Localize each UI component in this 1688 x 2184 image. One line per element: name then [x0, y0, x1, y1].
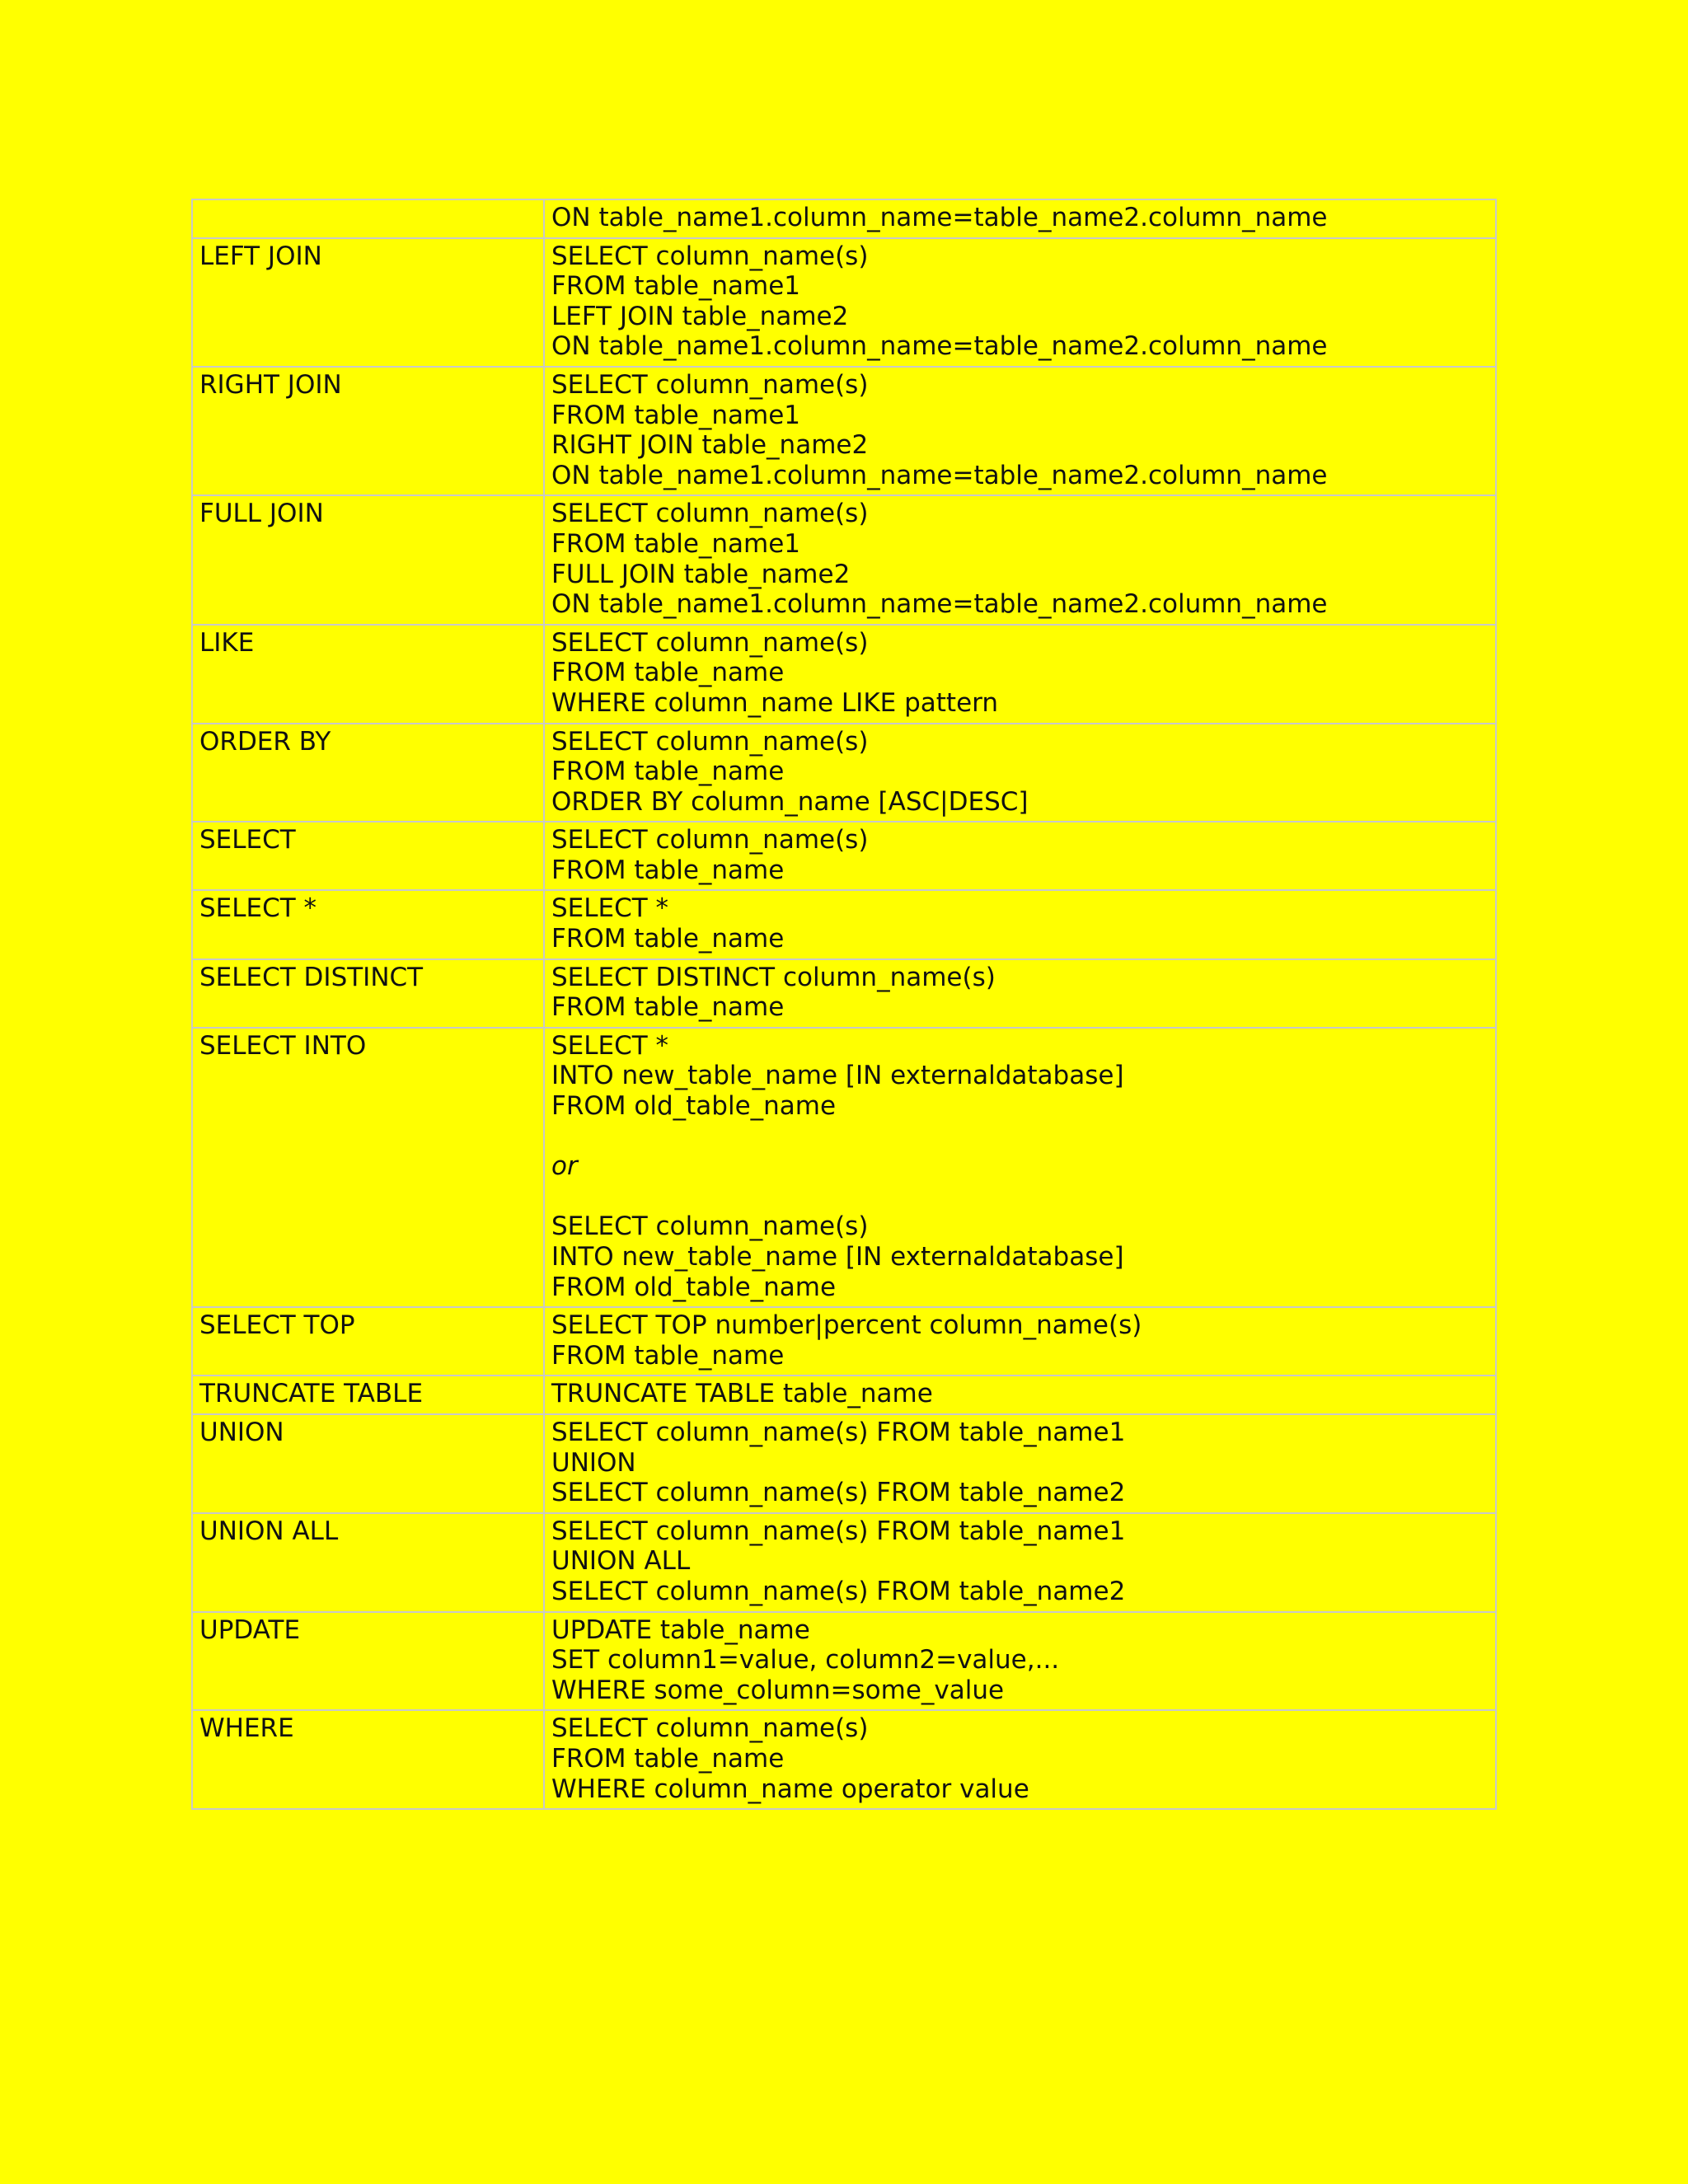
- statement-name-cell: [192, 495, 544, 624]
- statement-name-cell: [192, 367, 544, 495]
- syntax-line: FROM table_name1: [551, 271, 801, 302]
- syntax-line: FROM table_name1: [551, 528, 801, 559]
- syntax-cell: [544, 1612, 1496, 1711]
- syntax-line: ON table_name1.column_name=table_name2.column_name: [551, 203, 1328, 232]
- syntax-or-separator: or: [551, 1151, 578, 1182]
- syntax-line: FROM old_table_name: [551, 1272, 837, 1302]
- syntax-line: SELECT column_name(s): [551, 241, 869, 271]
- statement-name: TRUNCATE TABLE: [199, 1379, 424, 1409]
- statement-name-cell: [192, 1414, 544, 1513]
- syntax-line: SELECT *: [551, 893, 669, 924]
- syntax-line: UNION: [551, 1447, 636, 1478]
- statement-name: LIKE: [199, 627, 255, 658]
- syntax-line: FROM table_name: [551, 658, 785, 688]
- syntax-line: SET column1=value, column2=value,...: [551, 1645, 1060, 1675]
- syntax-line: ON table_name1.column_name=table_name2.column_name: [551, 589, 1328, 620]
- table-row: [192, 625, 1496, 724]
- syntax-line: UNION ALL: [551, 1546, 691, 1577]
- syntax-line: LEFT JOIN table_name2: [551, 301, 849, 331]
- syntax-line: FROM table_name: [551, 1340, 785, 1371]
- statement-name-cell: [192, 199, 544, 238]
- syntax-blank-line: [551, 1122, 1489, 1152]
- table-row: [192, 1028, 1496, 1307]
- sql-syntax-table-body: [192, 199, 1496, 1809]
- syntax-cell: [544, 199, 1496, 238]
- syntax-line: SELECT column_name(s): [551, 369, 869, 400]
- table-row: [192, 822, 1496, 890]
- statement-name: SELECT INTO: [199, 1030, 367, 1061]
- syntax-line: WHERE some_column=some_value: [551, 1675, 1005, 1705]
- table-row: [192, 890, 1496, 958]
- syntax-line: SELECT column_name(s) FROM table_name1: [551, 1516, 1126, 1546]
- syntax-line: INTO new_table_name [IN externaldatabase]: [551, 1061, 1124, 1091]
- syntax-cell: [544, 959, 1496, 1028]
- statement-name-cell: [192, 1376, 544, 1414]
- syntax-line: FULL JOIN table_name2: [551, 559, 851, 589]
- table-row: [192, 1307, 1496, 1376]
- table-row: [192, 1710, 1496, 1809]
- syntax-blank-line: [551, 1182, 1489, 1212]
- syntax-line: FROM table_name: [551, 855, 785, 885]
- statement-name: WHERE: [199, 1713, 294, 1744]
- syntax-line: FROM table_name1: [551, 400, 801, 430]
- statement-name-cell: [192, 1612, 544, 1711]
- statement-name: RIGHT JOIN: [199, 369, 342, 400]
- syntax-cell: [544, 724, 1496, 823]
- syntax-line: SELECT column_name(s): [551, 825, 869, 855]
- statement-name-cell: [192, 959, 544, 1028]
- statement-name: SELECT DISTINCT: [199, 962, 424, 992]
- statement-name-cell: [192, 822, 544, 890]
- statement-name-cell: [192, 1307, 544, 1376]
- statement-name-cell: [192, 238, 544, 367]
- statement-name: LEFT JOIN: [199, 241, 322, 271]
- statement-name-cell: [192, 625, 544, 724]
- syntax-cell: [544, 367, 1496, 495]
- table-row: [192, 1376, 1496, 1414]
- syntax-line: FROM table_name: [551, 757, 785, 787]
- statement-name: FULL JOIN: [199, 499, 324, 529]
- syntax-line: FROM table_name: [551, 1743, 785, 1774]
- statement-name: ORDER BY: [199, 726, 331, 757]
- syntax-line: TRUNCATE TABLE table_name: [551, 1379, 933, 1409]
- syntax-line: ON table_name1.column_name=table_name2.column_name: [551, 460, 1328, 490]
- table-row: [192, 1612, 1496, 1711]
- statement-name-cell: [192, 724, 544, 823]
- syntax-line: SELECT column_name(s) FROM table_name2: [551, 1478, 1126, 1508]
- statement-name: UNION ALL: [199, 1516, 339, 1546]
- table-row: [192, 238, 1496, 367]
- table-row: [192, 1513, 1496, 1612]
- syntax-line: SELECT column_name(s): [551, 627, 869, 658]
- syntax-line: FROM table_name: [551, 924, 785, 954]
- syntax-cell: [544, 890, 1496, 958]
- table-row: [192, 1414, 1496, 1513]
- syntax-cell: [544, 1710, 1496, 1809]
- syntax-line: INTO new_table_name [IN externaldatabase]: [551, 1242, 1124, 1272]
- syntax-line: UPDATE table_name: [551, 1615, 810, 1645]
- syntax-cell: [544, 1028, 1496, 1307]
- syntax-cell: [544, 625, 1496, 724]
- syntax-line: FROM table_name: [551, 992, 785, 1023]
- syntax-line: SELECT TOP number|percent column_name(s): [551, 1310, 1142, 1341]
- statement-name: UNION: [199, 1417, 284, 1447]
- statement-name-cell: [192, 1028, 544, 1307]
- syntax-cell: [544, 238, 1496, 367]
- syntax-line: SELECT column_name(s): [551, 1212, 869, 1242]
- syntax-cell: [544, 1376, 1496, 1414]
- syntax-line: SELECT column_name(s): [551, 1713, 869, 1744]
- syntax-cell: [544, 1513, 1496, 1612]
- syntax-cell: [544, 822, 1496, 890]
- statement-name-cell: [192, 1513, 544, 1612]
- syntax-line: RIGHT JOIN table_name2: [551, 430, 869, 461]
- table-row: [192, 495, 1496, 624]
- table-row: [192, 724, 1496, 823]
- statement-name-cell: [192, 890, 544, 958]
- table-row: [192, 959, 1496, 1028]
- syntax-cell: [544, 495, 1496, 624]
- statement-name: [199, 203, 537, 233]
- syntax-line: WHERE column_name operator value: [551, 1774, 1029, 1804]
- syntax-line: SELECT column_name(s): [551, 726, 869, 757]
- syntax-line: SELECT *: [551, 1030, 669, 1061]
- statement-name: UPDATE: [199, 1615, 301, 1645]
- syntax-cell: [544, 1307, 1496, 1376]
- syntax-line: SELECT column_name(s): [551, 499, 869, 529]
- syntax-line: SELECT DISTINCT column_name(s): [551, 962, 996, 992]
- statement-name-cell: [192, 1710, 544, 1809]
- syntax-line: WHERE column_name LIKE pattern: [551, 687, 999, 718]
- syntax-cell: [544, 1414, 1496, 1513]
- syntax-line: ORDER BY column_name [ASC|DESC]: [551, 786, 1029, 817]
- statement-name: SELECT: [199, 825, 296, 855]
- sql-syntax-table: [191, 199, 1497, 1810]
- table-row: [192, 199, 1496, 238]
- statement-name: SELECT TOP: [199, 1310, 355, 1341]
- syntax-line: SELECT column_name(s) FROM table_name1: [551, 1417, 1126, 1447]
- syntax-line: SELECT column_name(s) FROM table_name2: [551, 1576, 1126, 1606]
- statement-name: SELECT *: [199, 893, 317, 924]
- table-row: [192, 367, 1496, 495]
- syntax-line: ON table_name1.column_name=table_name2.column_name: [551, 331, 1328, 362]
- syntax-line: FROM old_table_name: [551, 1091, 837, 1122]
